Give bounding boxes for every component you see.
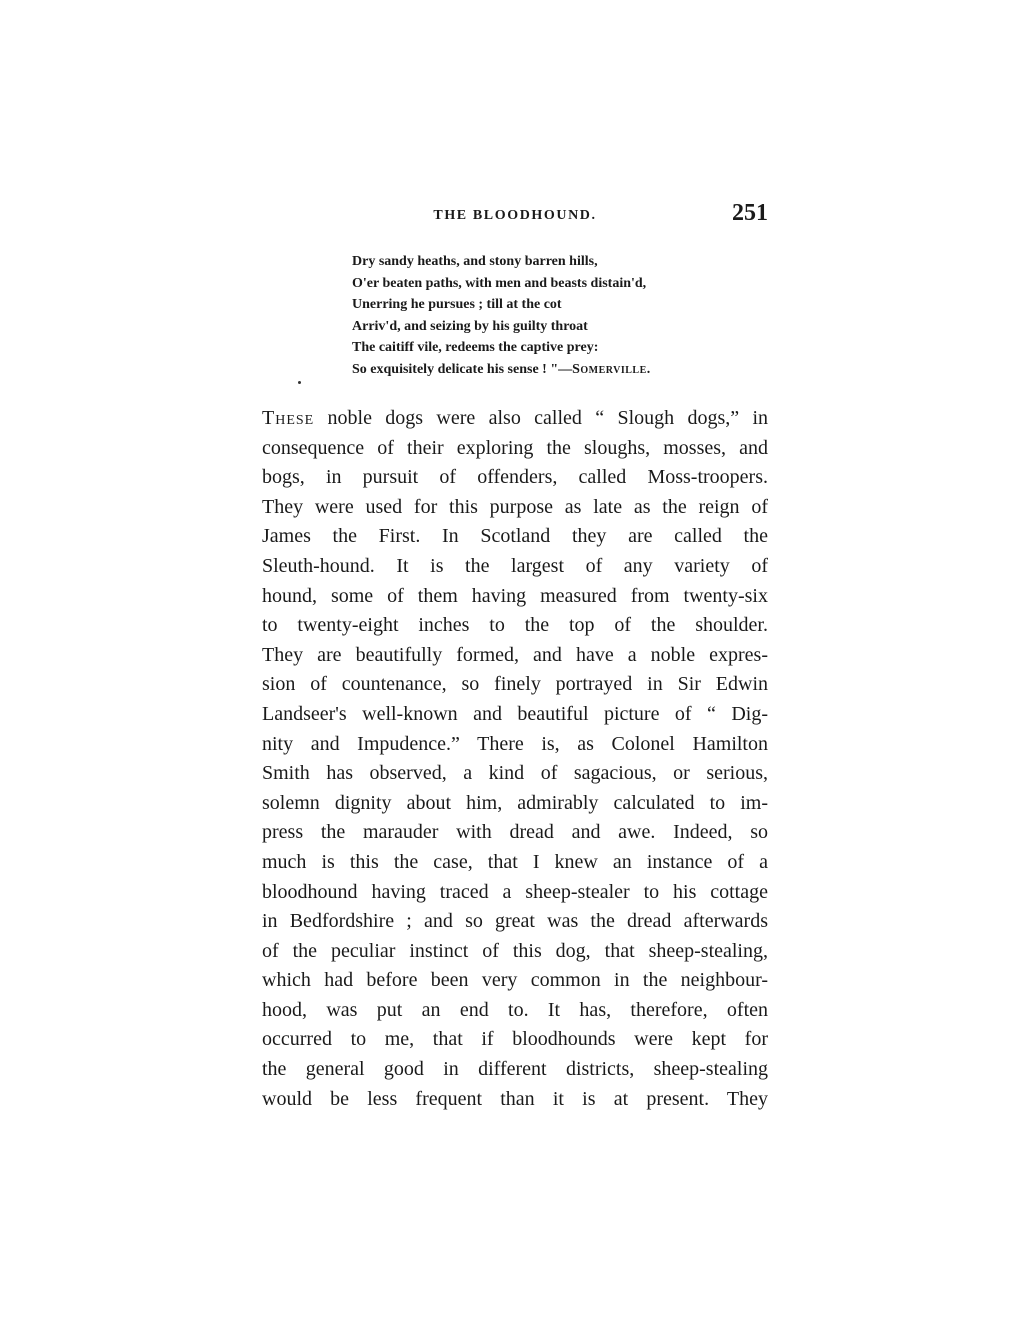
text-line: Landseer's well-known and beautiful picture of “ Dig- [262, 702, 768, 725]
text-line: hound, some of them having measured from twenty-six [262, 584, 768, 607]
text-line: consequence of their exploring the sloughs, mosses, and [262, 436, 768, 459]
verse-line: Dry sandy heaths, and stony barren hills, [352, 254, 598, 269]
verse-line: Arriv'd, and seizing by his guilty throat [352, 318, 588, 334]
text-line: which had before been very common in the neighbour- [262, 969, 768, 992]
text-line: much is this the case, that I knew an instance of a [262, 850, 768, 873]
text-line: Smith has observed, a kind of sagacious, or serious, [262, 762, 768, 785]
page-number: 251 [732, 200, 768, 226]
running-header [262, 196, 768, 232]
text-line: the general good in different districts, sheep-stealing [262, 1058, 768, 1081]
verse-line: Unerring he pursues ; till at the cot [352, 297, 562, 313]
text-line: of the peculiar instinct of this dog, that sheep-stealing, [262, 939, 768, 962]
text-line: They were used for this purpose as late as the reign of [262, 495, 768, 518]
text-line: They are beautifully formed, and have a noble expres- [262, 643, 768, 666]
text-line: hood, was put an end to. It has, therefore, often [262, 998, 768, 1021]
body-paragraph [262, 404, 768, 1114]
text-line: bogs, in pursuit of offenders, called Moss-troopers. [262, 466, 768, 489]
text-line: Sleuth-hound. It is the largest of any variety of [262, 554, 768, 577]
verse-line-text: So exquisitely delicate his sense ! "— [352, 361, 573, 377]
text-line-rest: noble dogs were also called “ Slough dogs,” in [314, 407, 768, 429]
text-line-first [262, 404, 768, 434]
stray-mark [298, 381, 301, 384]
text-line: James the First. In Scotland they are called the [262, 525, 768, 548]
text-line: solemn dignity about him, admirably calculated to im- [262, 791, 768, 814]
text-line: press the marauder with dread and awe. Indeed, so [262, 821, 768, 844]
text-line: nity and Impudence.” There is, as Colonel Hamilton [262, 732, 768, 755]
verse-quotation [352, 251, 762, 381]
text-line: in Bedfordshire ; and so great was the dread afterwards [262, 910, 768, 933]
verse-line-last [352, 359, 762, 381]
verse-line: The caitiff vile, redeems the captive prey: [352, 340, 599, 356]
text-line: to twenty-eight inches to the top of the shoulder. [262, 614, 768, 637]
text-line: bloodhound having traced a sheep-stealer to his cottage [262, 880, 768, 903]
verse-line: O'er beaten paths, with men and beasts distain'd, [352, 275, 647, 291]
text-line: would be less frequent than it is at present. They [262, 1087, 768, 1110]
running-title: THE BLOODHOUND. [433, 208, 597, 223]
text-line: occurred to me, that if bloodhounds were kept for [262, 1028, 768, 1051]
text-line: sion of countenance, so finely portrayed in Sir Edwin [262, 673, 768, 696]
drop-word: These [262, 407, 315, 429]
verse-attribution: Somerville. [572, 361, 651, 377]
